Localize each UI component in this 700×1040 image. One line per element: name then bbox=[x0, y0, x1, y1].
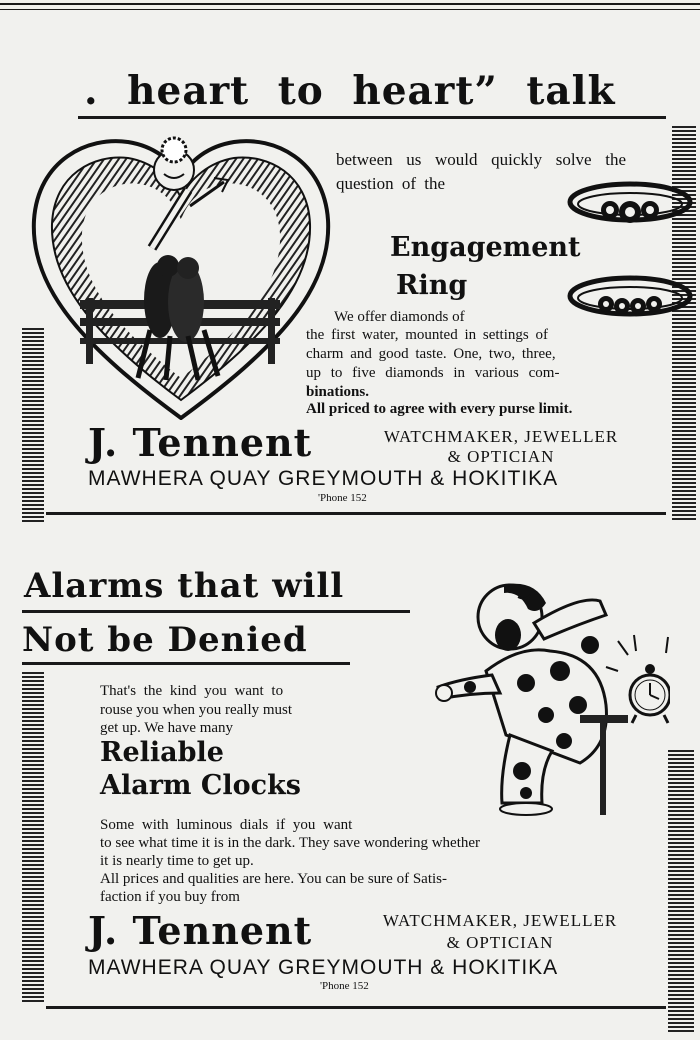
ad2-bottom-rule bbox=[46, 1006, 666, 1009]
ad2-headline-line1: Alarms that will bbox=[24, 566, 345, 606]
ad1-trade-line1: WATCHMAKER, JEWELLER bbox=[383, 427, 619, 446]
ad2-intro-line3: get up. We have many bbox=[100, 720, 234, 736]
ad1-body-line5: binations. bbox=[306, 384, 369, 400]
ad2-left-border bbox=[22, 672, 44, 1002]
ad2-body-line4: All prices and qualities are here. You can be sure of Satis- bbox=[100, 871, 447, 887]
heart-couple-illustration bbox=[28, 130, 334, 420]
ad1-trade-line2: & OPTICIAN bbox=[447, 447, 555, 466]
ad2-body-line5: faction if you buy from bbox=[100, 889, 240, 905]
ad1-headline-rule bbox=[78, 116, 666, 119]
ad1-phone: 'Phone 152 bbox=[318, 492, 367, 504]
ad2-headline-rule1 bbox=[22, 610, 410, 613]
ad2-display-line1: Reliable bbox=[100, 737, 224, 768]
ad1-intro: between us would quickly solve the question of the bbox=[336, 150, 626, 193]
ring-illustration-2 bbox=[566, 272, 694, 322]
ad1-address: MAWHERA QUAY GREYMOUTH & HOKITIKA bbox=[88, 467, 559, 490]
top-rule bbox=[0, 3, 700, 5]
yawning-man-illustration bbox=[430, 575, 670, 820]
ad2-body-line3: it is nearly time to get up. bbox=[100, 853, 254, 869]
ad2-body-line2: to see what time it is in the dark. They save wondering whether bbox=[100, 835, 481, 851]
ad1-body-line3: charm and good taste. One, two, three, bbox=[306, 346, 556, 362]
ad1-body-line2: the first water, mounted in settings of bbox=[306, 327, 548, 343]
ad2-intro-line2: rouse you when you really must bbox=[100, 702, 293, 718]
ad1-bottom-rule bbox=[46, 512, 666, 515]
ad1-headline: . heart to heart” talk bbox=[84, 68, 616, 114]
ad2-address: MAWHERA QUAY GREYMOUTH & HOKITIKA bbox=[88, 956, 559, 979]
ad2-display-line2: Alarm Clocks bbox=[100, 770, 301, 801]
ad1-body-line6: All priced to agree with every purse limit. bbox=[306, 401, 573, 417]
ad2-trade-line2: & OPTICIAN bbox=[446, 933, 554, 952]
ad1-body-line1: We offer diamonds of bbox=[334, 309, 465, 325]
ad2-phone: 'Phone 152 bbox=[320, 980, 369, 992]
ad2-intro-line1: That's the kind you want to bbox=[100, 683, 284, 699]
ad1-display-line2: Ring bbox=[396, 270, 468, 301]
ad2-trade-line1: WATCHMAKER, JEWELLER bbox=[382, 911, 618, 930]
ad2-headline-rule2 bbox=[22, 662, 350, 665]
ad2-headline-line2: Not be Denied bbox=[22, 620, 308, 660]
ad1-merchant-name: J. Tennent bbox=[88, 420, 313, 465]
ad1-display-line1: Engagement bbox=[390, 232, 581, 263]
top-rule-thin bbox=[0, 9, 700, 10]
ad2-body-line1: Some with luminous dials if you want bbox=[100, 817, 353, 833]
ad2-right-border bbox=[668, 750, 694, 1034]
ad2-merchant-name: J. Tennent bbox=[88, 908, 313, 953]
ad1-body-line4: up to five diamonds in various com- bbox=[306, 365, 560, 381]
